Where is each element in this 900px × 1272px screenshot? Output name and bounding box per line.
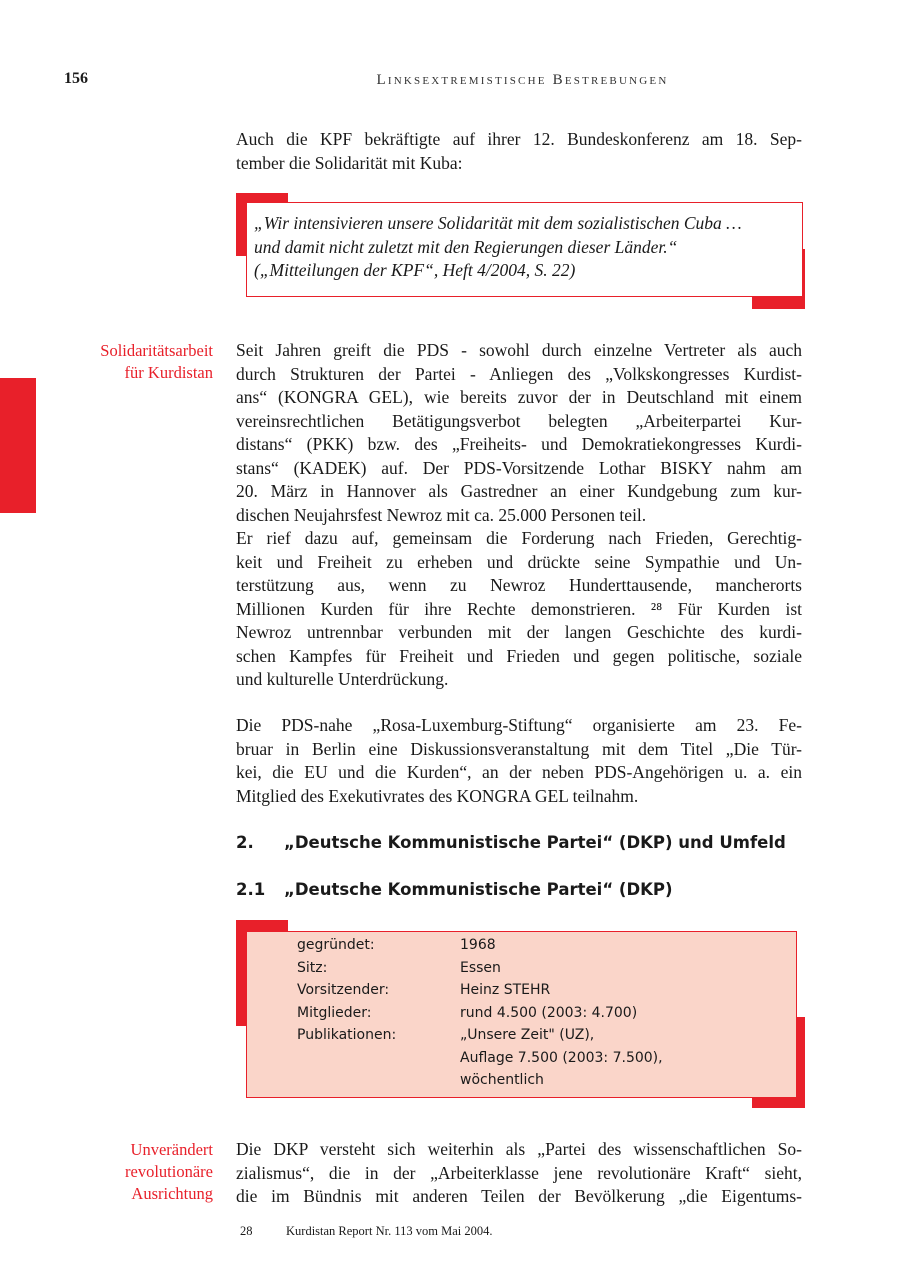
text-line: Auch die KPF bekräftigte auf ihrer 12. Bundeskonferenz am 18. Sep-	[236, 129, 802, 149]
text-line: bruar in Berlin eine Diskussionsveranstaltung mit dem Titel „Die Tür-	[236, 738, 802, 759]
text-line: Die PDS-nahe „Rosa-Luxemburg-Stiftung“ organisierte am 23. Fe-	[236, 715, 802, 735]
fact-row	[297, 1024, 663, 1047]
text-line: distans“ (PKK) bzw. des „Freiheits- und Demokratiekongresses Kurdi-	[236, 434, 802, 454]
text-line: 20. März in Hannover als Gastredner an einer Kundgebung zum kur-	[236, 481, 802, 501]
body-paragraph-rosa-luxemburg	[236, 714, 802, 808]
section-title: „Deutsche Kommunistische Partei“ (DKP) und Umfeld	[284, 833, 786, 852]
fact-row	[297, 979, 663, 1002]
text-line: schen Kampfes für Freiheit und Frieden und gegen politische, soziale	[236, 645, 802, 666]
text-line: kei, die EU und die Kurden“, an der neben PDS-Angehörigen u. a. ein	[236, 762, 802, 782]
text-line: Ausrichtung	[131, 1184, 213, 1203]
text-line: Unverändert	[130, 1140, 213, 1159]
intro-paragraph	[236, 128, 802, 175]
text-line: Millionen Kurden für ihre Rechte demonstrieren. ²⁸ Für Kurden ist	[236, 598, 802, 619]
fact-value: wöchentlich	[460, 1072, 544, 1088]
text-line: revolutionäre	[125, 1162, 213, 1181]
text-line: stans“ (KADEK) auf. Der PDS-Vorsitzende Lothar BISKY nahm am	[236, 457, 802, 478]
section-number: 2.	[236, 833, 254, 852]
fact-value: Heinz STEHR	[460, 982, 551, 998]
text-line: Solidaritätsarbeit	[100, 341, 213, 360]
fact-label: gegründet:	[297, 937, 375, 953]
quote-text	[254, 212, 794, 283]
text-line: und kulturelle Unterdrückung.	[236, 669, 449, 689]
text-line: Seit Jahren greift die PDS - sowohl durch einzelne Vertreter als auch	[236, 340, 802, 360]
section-number: 2.1	[236, 880, 266, 899]
fact-row	[297, 1047, 663, 1070]
fact-label: Vorsitzender:	[297, 982, 390, 998]
section-title: „Deutsche Kommunistische Partei“ (DKP)	[284, 880, 673, 899]
running-head: Linksextremistische Bestrebungen	[376, 72, 669, 88]
text-line: terstützung aus, wenn zu Newroz Hunderttausende, mancherorts	[236, 575, 802, 595]
fact-label: Publikationen:	[297, 1027, 397, 1043]
section-heading-2	[236, 833, 786, 852]
fact-row	[297, 1002, 663, 1025]
page-number: 156	[64, 70, 88, 87]
text-line: zialismus“, die in der „Arbeiterklasse jene revolutionäre Kraft“ sieht,	[236, 1162, 802, 1183]
body-paragraph-dkp	[236, 1138, 802, 1209]
fact-value: Auflage 7.500 (2003: 7.500),	[460, 1049, 663, 1066]
text-line: („Mitteilungen der KPF“, Heft 4/2004, S. 22)	[254, 260, 576, 280]
footnote-number: 28	[240, 1224, 253, 1238]
fact-row	[297, 1069, 663, 1092]
text-line: die im Bündnis mit anderen Teilen der Bevölkerung „die Eigentums-	[236, 1186, 802, 1206]
sidenote-revolutionaer	[125, 1139, 213, 1205]
fact-label	[297, 1047, 460, 1070]
footnote-text: Kurdistan Report Nr. 113 vom Mai 2004.	[286, 1224, 493, 1238]
fact-value: „Unsere Zeit" (UZ),	[460, 1027, 595, 1043]
fact-value: rund 4.500 (2003: 4.700)	[460, 1004, 638, 1021]
sidenote-solidaritaetsarbeit	[100, 340, 213, 384]
fact-value: 1968	[460, 937, 496, 953]
body-paragraph-pds-kurdistan	[236, 339, 802, 692]
text-line: Er rief dazu auf, gemeinsam die Forderung nach Frieden, Gerechtig-	[236, 528, 802, 548]
text-line: dischen Neujahrsfest Newroz mit ca. 25.000 Personen teil.	[236, 504, 647, 525]
text-line: Newroz untrennbar verbunden mit der langen Geschichte des kurdi-	[236, 622, 802, 642]
margin-marker	[0, 378, 36, 513]
fact-label	[297, 1069, 460, 1092]
text-line: tember die Solidarität mit Kuba:	[236, 152, 463, 173]
footnote	[240, 1224, 492, 1239]
fact-row	[297, 934, 663, 957]
text-line: ans“ (KONGRA GEL), wie bereits zuvor der in Deutschland mit einem	[236, 387, 802, 407]
text-line: Die DKP versteht sich weiterhin als „Partei des wissenschaftlichen So-	[236, 1139, 802, 1159]
fact-label: Sitz:	[297, 959, 328, 976]
text-line: vereinsrechtlichen Betätigungsverbot belegten „Arbeiterpartei Kur-	[236, 410, 802, 431]
text-line: keit und Freiheit zu erheben und drückte seine Sympathie und Un-	[236, 551, 802, 572]
fact-label: Mitglieder:	[297, 1004, 372, 1021]
fact-value: Essen	[460, 959, 501, 976]
text-line: Mitglied des Exekutivrates des KONGRA GEL teilnahm.	[236, 785, 639, 806]
text-line: für Kurdistan	[124, 363, 213, 382]
fact-box-rows	[297, 934, 663, 1092]
text-line: durch Strukturen der Partei - Anliegen des „Volkskongresses Kurdist-	[236, 363, 802, 384]
fact-row	[297, 957, 663, 980]
text-line: „Wir intensivieren unsere Solidarität mit dem sozialistischen Cuba …	[254, 213, 742, 233]
section-heading-2-1	[236, 880, 673, 899]
text-line: und damit nicht zuletzt mit den Regierungen dieser Länder.“	[254, 236, 678, 257]
